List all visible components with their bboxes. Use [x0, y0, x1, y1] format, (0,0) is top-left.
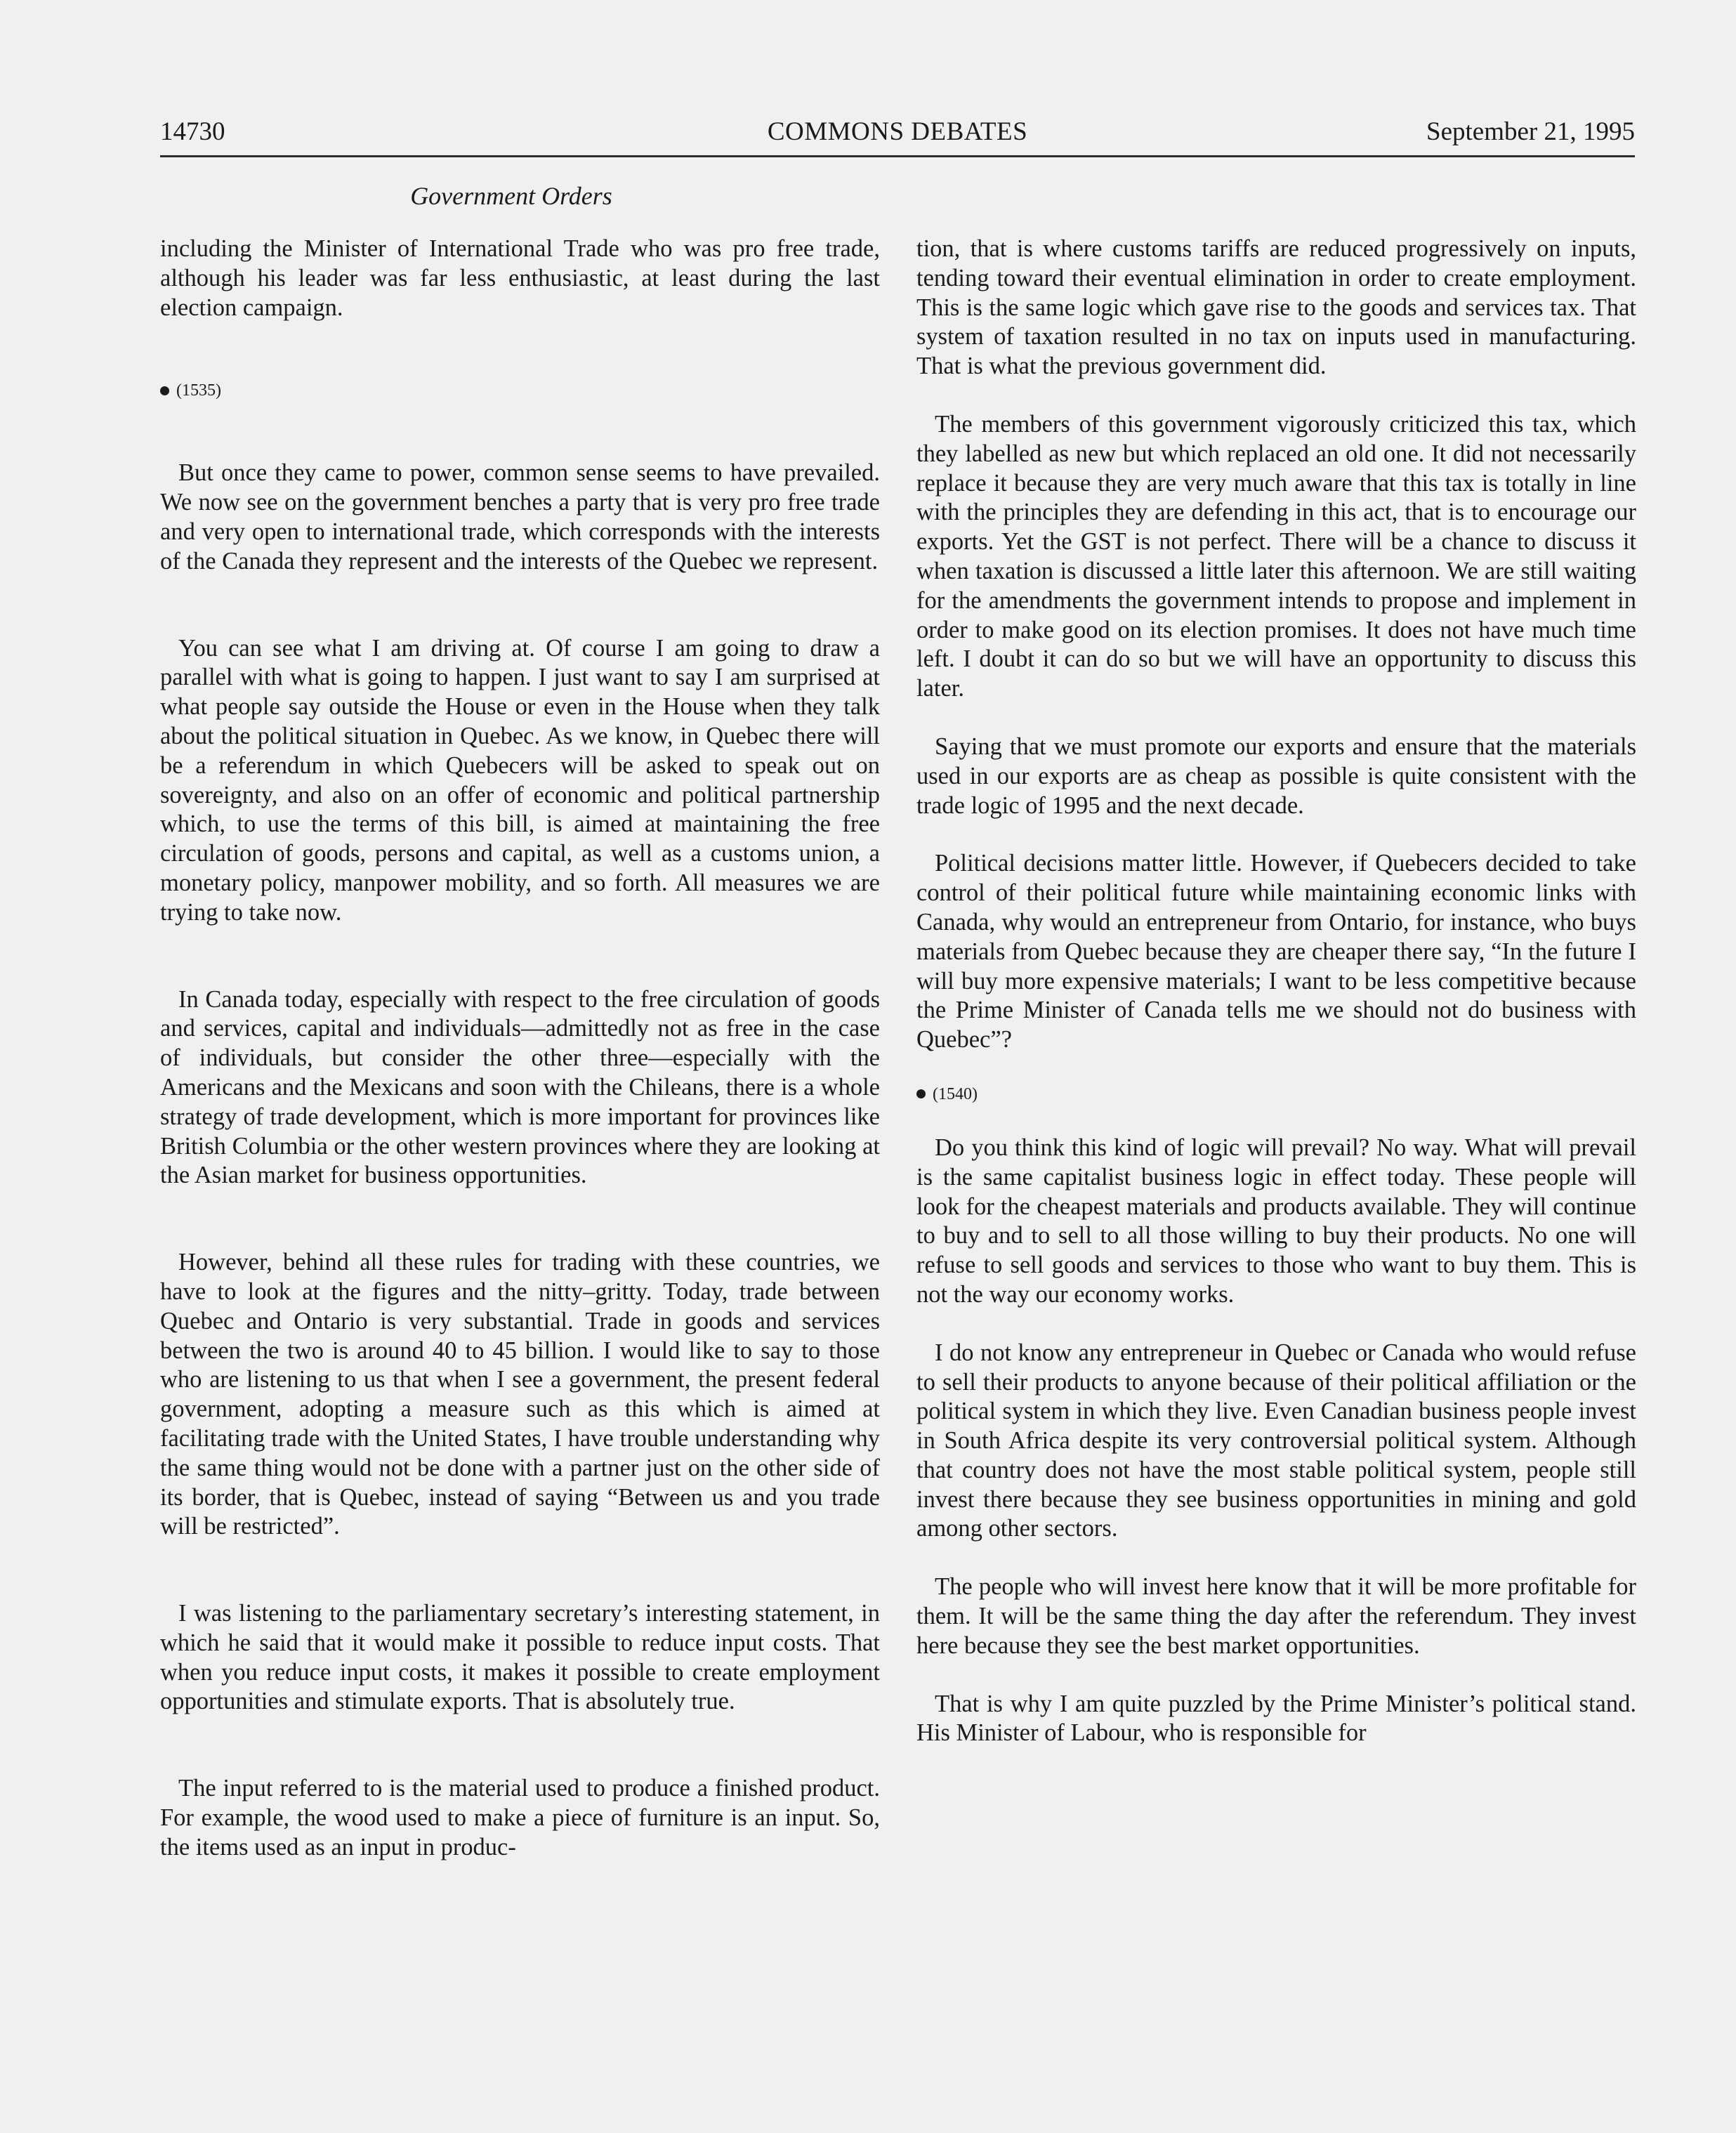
page-header: [160, 112, 1635, 156]
time-marker-label: (1540): [933, 1084, 978, 1103]
section-heading: Government Orders: [410, 182, 612, 210]
paragraph: Political decisions matter little. However, if Quebecers decided to take control of their political future while maintaining economic links with Canada, why would an entrepreneur from Ontario, for instance, who buys materials from Quebec because they are cheaper there say, “In the future I will buy more expensive materials; I want to be less competitive because the Prime Minister of Canada tells me we should not do business with Quebec”?: [916, 850, 1636, 1054]
bullet-icon: [916, 1089, 926, 1098]
paragraph: You can see what I am driving at. Of course I am going to draw a parallel with what is going to happen. I just want to say I am surprised at what people say outside the House or even in the House when they talk about the political situation in Quebec. As we know, in Quebec there will be a referendum in which Quebecers will be asked to speak out on sovereignty, and also on an offer of economic and political partnership which, to use the terms of this bill, is aimed at maintaining the free circulation of goods, persons and capital, as well as a customs union, a monetary policy, manpower mobility, and so forth. All measures we are trying to take now.: [160, 634, 880, 926]
paragraph: However, behind all these rules for trading with these countries, we have to look at the figures and the nitty–gritty. Today, trade between Quebec and Ontario is very substantial. Trade in goods and services between the two is around 40 to 45 billion. I would like to say to those who are listening to us that when I see a government, the present federal government, adopting a measure such as this which is aimed at facilitating trade with the United States, I have trouble understanding why the same thing would not be done with a partner just on the other side of its border, that is Quebec, instead of saying “Between us and you trade will be restricted”.: [160, 1249, 880, 1540]
time-marker: [160, 380, 880, 401]
publication-title: COMMONS DEBATES: [767, 117, 1028, 146]
paragraph: The people who will invest here know that it will be more profitable for them. It will be the same thing the day after the referendum. They invest here because they see the best market opportunities.: [916, 1573, 1636, 1659]
header-date: September 21, 1995: [1426, 117, 1635, 146]
paragraph: In Canada today, especially with respect to the free circulation of goods and services, capital and individuals—admittedly not as free in the case of individuals, but consider the other three—especially with the Americans and the Mexicans and soon with the Chileans, there is a whole strategy of trade development, which is more important for provinces like British Columbia or the other western provinces where they are looking at the Asian market for business opportunities.: [160, 985, 880, 1189]
paragraph: Do you think this kind of logic will prevail? No way. What will prevail is the same capitalist business logic in effect today. These people will look for the cheapest materials and products available. They will continue to buy and to sell to all those willing to buy their products. No one will refuse to sell goods and services to those who want to buy them. This is not the way our economy works.: [916, 1134, 1636, 1308]
left-column: [160, 235, 880, 1891]
paragraph: including the Minister of International Trade who was pro free trade, although his leader was far less enthusiastic, at least during the last election campaign.: [160, 235, 880, 321]
time-marker-label: (1535): [176, 381, 221, 400]
time-marker: [916, 1084, 1636, 1105]
paragraph: I was listening to the parliamentary secretary’s interesting statement, in which he said that it would make it possible to reduce input costs. That when you reduce input costs, it makes it possible to create employment opportunities and stimulate exports. That is absolutely true.: [160, 1600, 880, 1715]
page-number: 14730: [160, 117, 225, 146]
right-column: [916, 235, 1636, 1777]
paragraph: The input referred to is the material used to produce a finished product. For example, the wood used to make a piece of furniture is an input. So, the items used as an input in produc-: [160, 1775, 880, 1860]
paragraph: That is why I am quite puzzled by the Prime Minister’s political stand. His Minister of Labour, who is responsible for: [916, 1690, 1636, 1747]
paragraph: tion, that is where customs tariffs are reduced progressively on inputs, tending toward their eventual elimination in order to create employment. This is the same logic which gave rise to the goods and services tax. That system of taxation resulted in no tax on inputs used in manufacturing. That is what the previous government did.: [916, 235, 1636, 380]
paragraph: I do not know any entrepreneur in Quebec or Canada who would refuse to sell their products to anyone because of their political affiliation or the political system in which they live. Even Canadian business people invest in South Africa despite its very controversial political system. Although that country does not have the most stable political system, people still invest there because they see business opportunities in mining and gold among other sectors.: [916, 1339, 1636, 1542]
header-rule: [160, 155, 1635, 157]
bullet-icon: [160, 386, 169, 395]
paragraph: The members of this government vigorously criticized this tax, which they labelled as new but which replaced an old one. It did not necessarily replace it because they are very much aware that this tax is totally in line with the principles they are defending in this act, that is to encourage our exports. Yet the GST is not perfect. There will be a chance to discuss it when taxation is discussed a little later this afternoon. We are still waiting for the amendments the government intends to propose and implement in order to make good on its election promises. It does not have much time left. I doubt it can do so but we will have an opportunity to discuss this later.: [916, 410, 1636, 702]
paragraph: But once they came to power, common sense seems to have prevailed. We now see on the government benches a party that is very pro free trade and very open to international trade, which corresponds with the interests of the Canada they represent and the interests of the Quebec we represent.: [160, 459, 880, 575]
paragraph: Saying that we must promote our exports and ensure that the materials used in our exports are as cheap as possible is quite consistent with the trade logic of 1995 and the next decade.: [916, 733, 1636, 819]
